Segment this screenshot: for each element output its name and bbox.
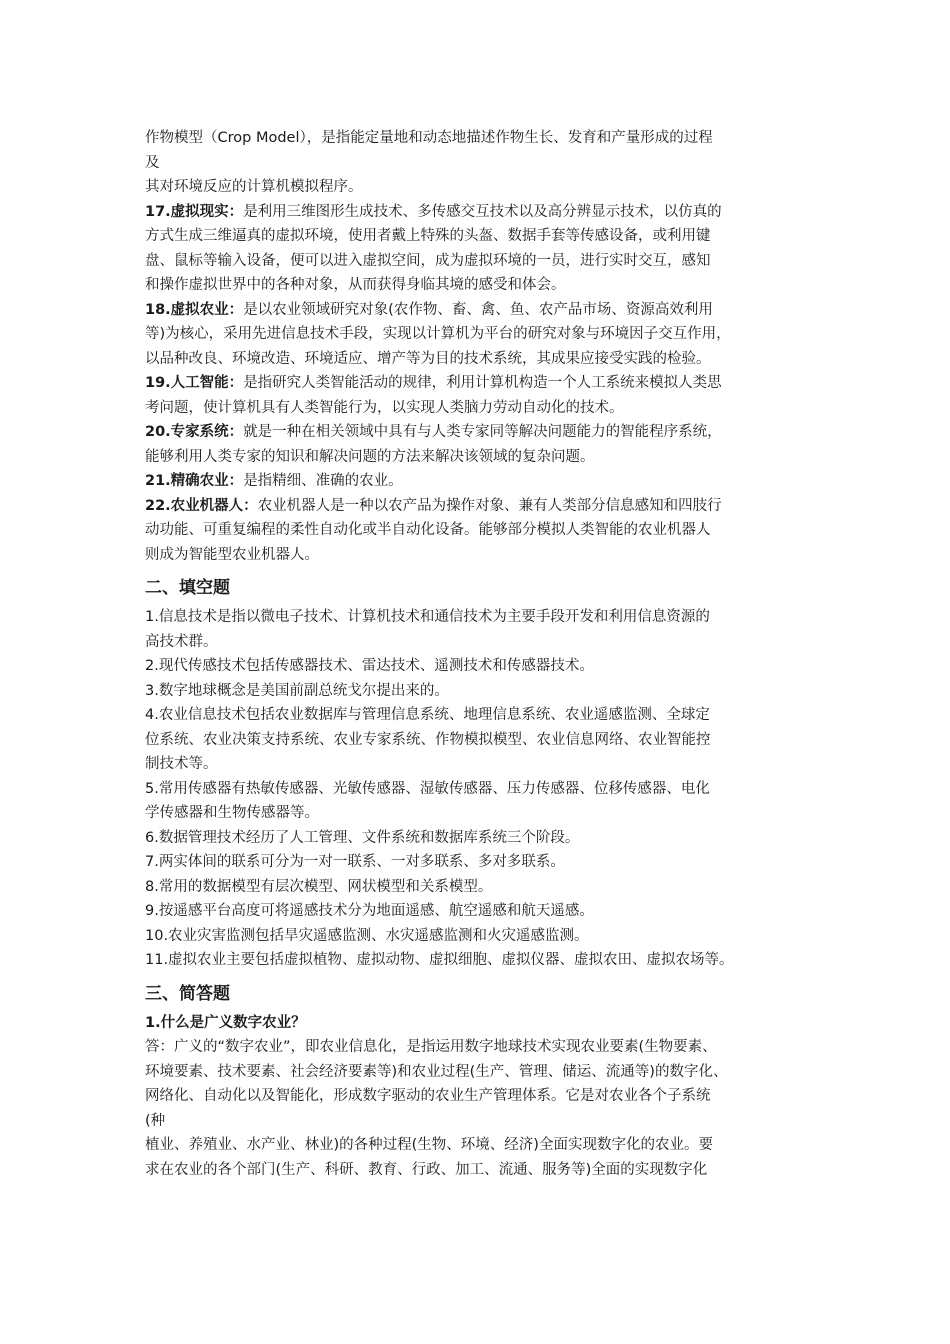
fill-blank-list [145,605,825,973]
definition-text: 则成为智能型农业机器人。 [145,546,319,563]
definition-text: 农业机器人是一种以农产品为操作对象、兼有人类部分信息感知和四肢行 [257,497,722,514]
definition-text: 能够利用人类专家的知识和解决问题的方法来解决该领域的复杂问题。 [145,448,595,465]
answer-line: 植业、养殖业、水产业、林业)的各种过程(生物、环境、经济)全面实现数字化的农业。要 [145,1137,713,1153]
question-title: 1.什么是广义数字农业？ [145,1014,306,1031]
list-item: 3.数字地球概念是美国前副总统戈尔提出来的。 [145,682,449,699]
answer-line: 答：广义的“数字农业”，即农业信息化，是指运用数字地球技术实现农业要素(生物要素、 [145,1039,717,1055]
intro-line: 其对环境反应的计算机模拟程序。 [145,179,363,195]
definition-text: 盘、鼠标等输入设备，便可以进入虚拟空间，成为虚拟环境的一员，进行实时交互，感知 [145,252,711,269]
answer-text [145,1035,825,1182]
list-item: 4.农业信息技术包括农业数据库与管理信息系统、地理信息系统、农业遥感监测、全球定 [145,707,710,723]
list-item: 8.常用的数据模型有层次模型、网状模型和关系模型。 [145,878,493,895]
answer-line: 网络化、自动化以及智能化，形成数字驱动的农业生产管理体系。它是对农业各个子系统 [145,1088,711,1104]
definition-text: 是以农业领域研究对象(农作物、畜、禽、鱼、农产品市场、资源高效利用 [243,301,713,318]
definition-20 [145,420,825,469]
list-item: 11.虚拟农业主要包括虚拟植物、虚拟动物、虚拟细胞、虚拟仪器、虚拟农田、虚拟农场等。 [145,952,734,968]
definition-text: 等)为核心，采用先进信息技术手段，实现以计算机为平台的研究对象与环境因子交互作用， [145,326,731,342]
definition-text: 考问题，使计算机具有人类智能行为，以实现人类脑力劳动自动化的技术。 [145,399,624,416]
definition-term: 19.人工智能： [145,375,244,391]
intro-line: 及 [145,154,160,171]
list-item: 10.农业灾害监测包括旱灾遥感监测、水灾遥感监测和火灾遥感监测。 [145,927,589,944]
list-item: 制技术等。 [145,756,218,772]
answer-line: 求在农业的各个部门(生产、科研、教育、行政、加工、流通、服务等)全面的实现数字化 [145,1161,708,1178]
definition-18 [145,298,825,372]
definition-text: 是利用三维图形生成技术、多传感交互技术以及高分辨显示技术，以仿真的 [243,203,722,220]
definition-term: 18.虚拟农业： [145,301,244,318]
definition-term: 17.虚拟现实： [145,203,244,220]
list-item: 9.按遥感平台高度可将遥感技术分为地面遥感、航空遥感和航天遥感。 [145,903,594,919]
list-item: 6.数据管理技术经历了人工管理、文件系统和数据库系统三个阶段。 [145,829,580,846]
answer-line: (种 [145,1112,166,1129]
definition-22 [145,494,825,568]
section-heading-fill-blank: 二、填空题 [145,578,230,598]
definition-text: 以品种改良、环境改造、环境适应、增产等为目的技术系统，其成果应接受实践的检验。 [145,350,711,367]
section-heading-short-answer: 三、简答题 [145,983,230,1004]
definition-text: 动功能、可重复编程的柔性自动化或半自动化设备。能够部分模拟人类智能的农业机器人 [145,522,711,538]
definition-term: 20.专家系统： [145,424,244,440]
intro-line: 作物模型（Crop Model），是指能定量地和动态地描述作物生长、发育和产量形成的过程 [145,130,713,146]
definition-21 [145,469,825,494]
list-item: 位系统、农业决策支持系统、农业专家系统、作物模拟模型、农业信息网络、农业智能控 [145,731,711,748]
list-item: 7.两实体间的联系可分为一对一联系、一对多联系、多对多联系。 [145,854,565,870]
list-item: 高技术群。 [145,633,218,650]
definition-text: 就是一种在相关领域中具有与人类专家同等解决问题能力的智能程序系统， [243,424,722,440]
document-page [145,126,825,1182]
definition-19 [145,371,825,420]
definition-text: 和操作虚拟世界中的各种对象，从而获得身临其境的感受和体会。 [145,277,566,293]
list-item: 1.信息技术是指以微电子技术、计算机技术和通信技术为主要手段开发和利用信息资源的 [145,609,710,625]
answer-line: 环境要素、技术要素、社会经济要素等)和农业过程(生产、管理、储运、流通等)的数字化、 [145,1063,728,1080]
definition-term: 21.精确农业： [145,473,244,489]
definition-term: 22.农业机器人： [145,497,258,514]
definition-text: 方式生成三维逼真的虚拟环境，使用者戴上特殊的头盔、数据手套等传感设备，或利用键 [145,228,711,244]
list-item: 学传感器和生物传感器等。 [145,805,319,821]
definition-text: 是指研究人类智能活动的规律，利用计算机构造一个人工系统来模拟人类思 [243,375,722,391]
list-item: 2.现代传感技术包括传感器技术、雷达技术、遥测技术和传感器技术。 [145,658,594,674]
list-item: 5.常用传感器有热敏传感器、光敏传感器、湿敏传感器、压力传感器、位移传感器、电化 [145,780,710,797]
definition-17 [145,200,825,298]
definition-text: 是指精细、准确的农业。 [243,473,403,489]
